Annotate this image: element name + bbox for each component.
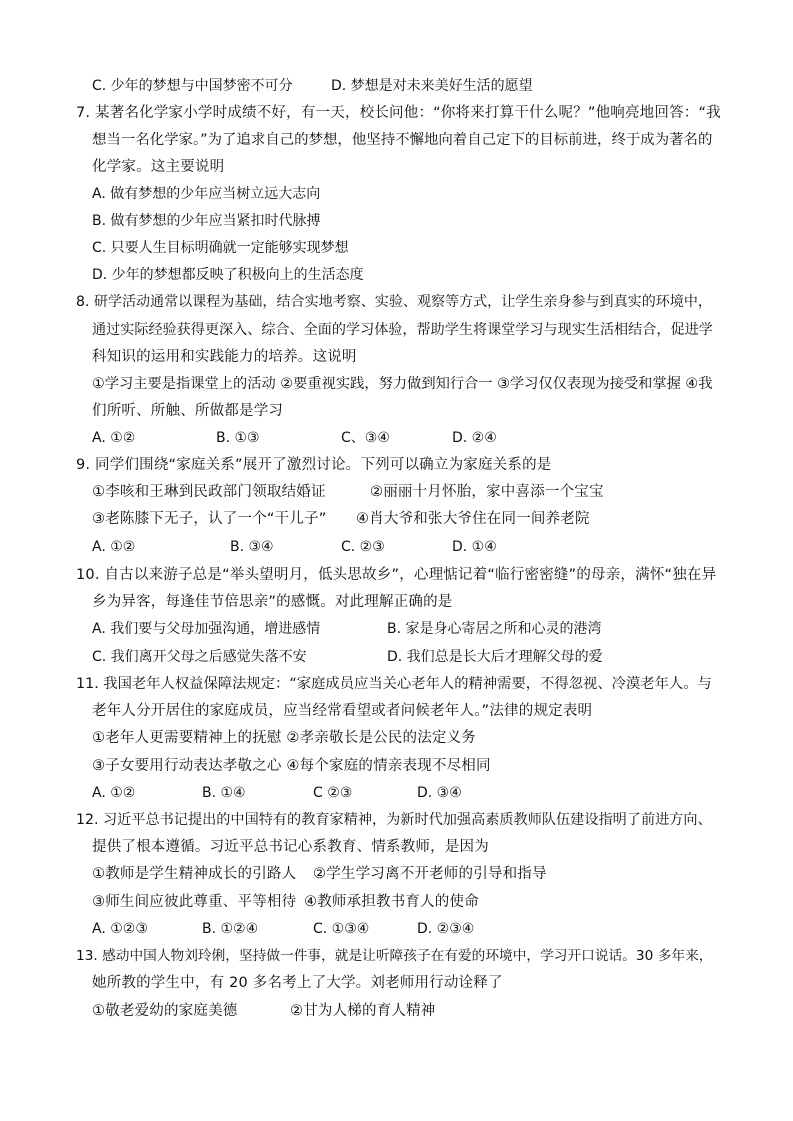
q9-statement-3: ③老陈膝下无子，认了一个“干儿子” <box>92 511 327 527</box>
q12-stem-line1: 12. 习近平总书记提出的中国特有的教育家精神，为新时代加强高素质教师队伍建设指明了前进方向、 <box>76 812 712 828</box>
q9-option-d: D. ①④ <box>452 539 497 555</box>
q13-statement-1: ①敬老爱幼的家庭美德 <box>92 1003 238 1019</box>
q9-statement-1: ①李咳和王琳到民政部门领取结婚证 <box>92 484 326 500</box>
q13-statement-2: ②甘为人梯的育人精神 <box>290 1003 436 1019</box>
q8-stem-line1: 8. 研学活动通常以课程为基础，结合实地考察、实验、观察等方式，让学生亲身参与到真实的环境中， <box>76 294 712 310</box>
q10-option-a: A. 我们要与父母加强沟通，增进感情 <box>92 621 321 637</box>
q10-stem-line2: 乡为异客，每逢佳节倍思亲”的感慨。对此理解正确的是 <box>92 594 453 610</box>
q8-statements-line2: 们所听、所触、所做都是学习 <box>92 403 284 419</box>
q12-statement-4: ④教师承担教书育人的使命 <box>304 894 479 910</box>
q12-option-c: C. ①③④ <box>313 921 370 937</box>
q12-statement-1: ①教师是学生精神成长的引路人 <box>92 866 297 882</box>
q7-option-c: C. 只要人生目标明确就一定能够实现梦想 <box>92 240 349 256</box>
q9-option-b: B. ③④ <box>230 539 274 555</box>
q10-option-b: B. 家是身心寄居之所和心灵的港湾 <box>387 621 602 637</box>
q13-stem-line2: 她所教的学生中，有 20 多名考上了大学。刘老师用行动诠释了 <box>92 975 503 991</box>
q9-statement-4: ④肖大爷和张大爷住在同一间养老院 <box>356 511 590 527</box>
q8-option-c: C、③④ <box>341 430 390 446</box>
q11-stem-line2: 老年人分开居住的家庭成员，应当经常看望或者问候老年人。”法律的规定表明 <box>92 703 593 719</box>
q11-statements-line1: ①老年人更需要精神上的抚慰 ②孝亲敬长是公民的法定义务 <box>92 730 477 746</box>
q12-option-d: D. ②③④ <box>417 921 475 937</box>
q8-option-b: B. ①③ <box>216 430 260 446</box>
q9-statement-2: ②丽丽十月怀胎，家中喜添一个宝宝 <box>370 484 604 500</box>
q8-option-d: D. ②④ <box>452 430 497 446</box>
q9-stem: 9. 同学们围绕“家庭关系”展开了激烈讨论。下列可以确立为家庭关系的是 <box>76 457 552 473</box>
q12-stem-line2: 提供了根本遵循。习近平总书记心系教育、情系教师，是因为 <box>92 839 489 855</box>
q6-option-c: C. 少年的梦想与中国梦密不可分 <box>92 78 293 94</box>
q11-option-a: A. ①② <box>92 785 136 801</box>
q12-option-a: A. ①②③ <box>92 921 148 937</box>
q7-stem-line1: 7. 某著名化学家小学时成绩不好，有一天，校长问他：“你将来打算干什么呢？”他响亮地回答：“我 <box>76 105 721 121</box>
q10-option-c: C. 我们离开父母之后感觉失落不安 <box>92 649 307 665</box>
q7-option-d: D. 少年的梦想都反映了积极向上的生活态度 <box>92 267 364 283</box>
q12-statement-3: ③师生间应彼此尊重、平等相待 <box>92 894 297 910</box>
q11-option-d: D. ③④ <box>417 785 462 801</box>
q11-statements-line2: ③子女要用行动表达孝敬之心 ④每个家庭的情亲表现不尽相同 <box>92 758 491 774</box>
q8-option-a: A. ①② <box>92 430 136 446</box>
q6-option-d: D. 梦想是对未来美好生活的愿望 <box>331 78 533 94</box>
q8-stem-line3: 科知识的运用和实践能力的培养。这说明 <box>92 349 357 365</box>
q7-option-b: B. 做有梦想的少年应当紧扣时代脉搏 <box>92 213 321 229</box>
q8-statements-line1: ①学习主要是指课堂上的活动 ②要重视实践，努力做到知行合一 ③学习仅仅表现为接受和掌握 ④我 <box>92 376 713 392</box>
q10-stem-line1: 10. 自古以来游子总是“举头望明月，低头思故乡”，心理惦记着“临行密密缝”的母亲，满怀“独在异 <box>76 567 717 583</box>
q7-stem-line3: 化学家。这主要说明 <box>92 159 225 175</box>
q11-stem-line1: 11. 我国老年人权益保障法规定：“家庭成员应当关心老年人的精神需要，不得忽视、冷漠老年人。与 <box>76 676 712 692</box>
q7-stem-line2: 想当一名化学家。”为了追求自己的梦想，他坚持不懈地向着自己定下的目标前进，终于成为著名的 <box>92 132 713 148</box>
q9-option-a: A. ①② <box>92 539 136 555</box>
q11-option-b: B. ①④ <box>202 785 246 801</box>
q12-option-b: B. ①②④ <box>202 921 259 937</box>
q10-option-d: D. 我们总是长大后才理解父母的爱 <box>387 649 603 665</box>
q8-stem-line2: 通过实际经验获得更深入、综合、全面的学习体验，帮助学生将课堂学习与现实生活相结合，促进学 <box>92 322 713 338</box>
q12-statement-2: ②学生学习离不开老师的引导和指导 <box>313 866 547 882</box>
q7-option-a: A. 做有梦想的少年应当树立远大志向 <box>92 186 321 202</box>
q9-option-c: C. ②③ <box>341 539 385 555</box>
q13-stem-line1: 13. 感动中国人物刘玲俐，坚持做一件事，就是让听障孩子在有爱的环境中，学习开口说话。30 多年来， <box>76 948 713 964</box>
q11-option-c: C ②③ <box>313 785 353 801</box>
